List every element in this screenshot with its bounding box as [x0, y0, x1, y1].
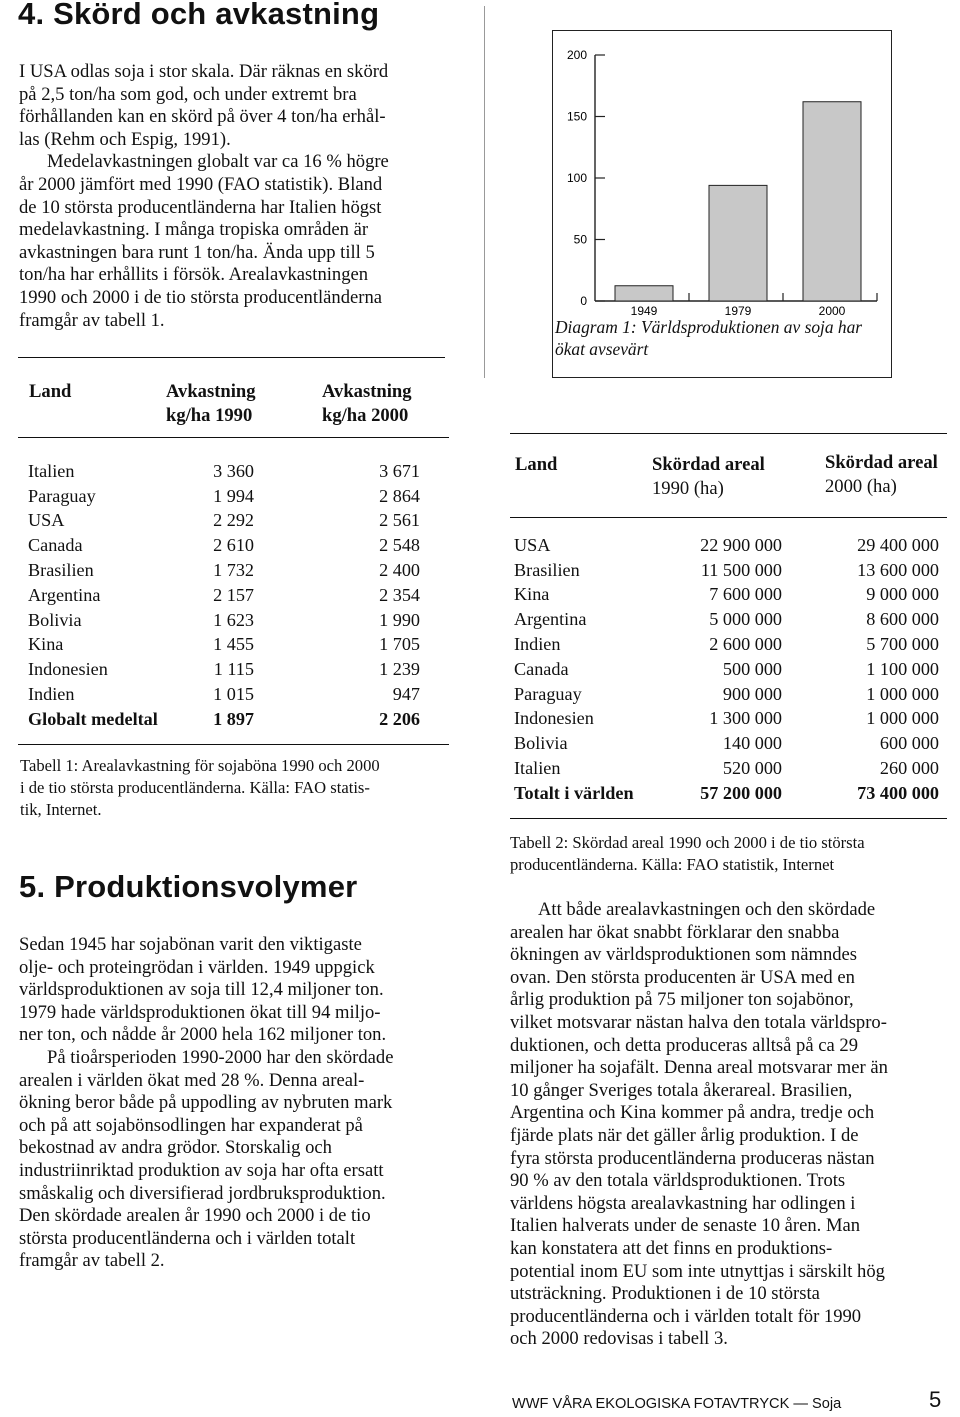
country-cell: Paraguay [514, 683, 582, 704]
text-line: 10 gånger Sveriges totala åkerareal. Brasilien, [510, 1079, 853, 1101]
country-cell: Kina [28, 634, 64, 655]
value-cell: 1 623 [213, 609, 254, 630]
text-line: På tioårsperioden 1990-2000 har den skördade [47, 1046, 394, 1068]
value-cell: 73 400 000 [857, 782, 939, 803]
value-cell: 57 200 000 [700, 782, 782, 803]
value-cell: 1 115 [213, 659, 254, 680]
table1 [28, 459, 420, 732]
country-cell: Indien [514, 634, 561, 655]
value-cell: 1 000 000 [866, 683, 939, 704]
text-line: avkastningen bara runt 1 ton/ha. Ända upp till 5 [19, 241, 375, 263]
table2-row [514, 756, 939, 781]
value-cell: 2 548 [379, 535, 420, 556]
chart-box [552, 30, 892, 378]
value-cell: 29 400 000 [857, 534, 939, 555]
value-cell: 22 900 000 [700, 534, 782, 555]
table2-header-1990: Skördad areal 1990 (ha) [652, 454, 765, 499]
text-line: duktionen, och detta produceras alltså på ca 29 [510, 1034, 858, 1056]
text-line: framgår av tabell 1. [19, 309, 165, 331]
text-line: de 10 största producentländerna har Italien högst [19, 196, 382, 218]
table2 [514, 533, 939, 806]
text-line: kan konstatera att det finns en produktions- [510, 1237, 833, 1259]
text-line: ökning beror både på uppodling av nybruten mark [19, 1092, 393, 1114]
separator-line [18, 357, 445, 358]
text-line: fyra största producentländerna produceras nästan [510, 1147, 875, 1169]
text-line: olje- och proteingrödan i världen. 1949 uppgick [19, 956, 375, 978]
country-cell: Indonesien [28, 659, 108, 680]
y-tick-label: 50 [573, 232, 587, 247]
text-line: potential inom EU som inte utnyttjas i särskilt hög [510, 1260, 885, 1282]
value-cell: 600 000 [879, 733, 939, 754]
x-tick-label: 1949 [630, 304, 658, 318]
value-cell: 3 360 [213, 460, 254, 481]
y-tick-label: 200 [566, 48, 587, 62]
table2-row [514, 707, 939, 732]
text-line: ton/ha har erhållits i försök. Arealavkastningen [19, 264, 369, 286]
value-cell: 9 000 000 [866, 584, 939, 605]
table2-row [514, 682, 939, 707]
country-cell: Totalt i världen [514, 782, 634, 803]
footer-text: WWF VÅRA EKOLOGISKA FOTAVTRYCK — Soja [512, 1396, 842, 1412]
table1-row [28, 682, 420, 707]
country-cell: Bolivia [514, 733, 568, 754]
table2-total-row [514, 781, 939, 806]
table1-row [28, 657, 420, 682]
section-5-text [19, 934, 469, 1273]
value-cell: 2 157 [213, 584, 254, 605]
text-line: världens högsta arealavkastning har odlingen i [510, 1192, 856, 1214]
value-cell: 5 700 000 [866, 634, 939, 655]
country-cell: Italien [514, 758, 561, 779]
value-cell: 500 000 [722, 658, 782, 679]
value-cell: 900 000 [722, 683, 782, 704]
text-line: 90 % av den totala världsproduktionen. Trots [510, 1170, 846, 1192]
text-line: fjärde plats när det gäller årlig produktion. I de [510, 1124, 859, 1146]
value-cell: 2 864 [379, 485, 420, 506]
value-cell: 140 000 [722, 733, 782, 754]
table1-caption: Tabell 1: Arealavkastning för sojaböna 1990 och 2000 i de tio största producentländerna. Källa: FAO statis- tik, Internet. [20, 756, 380, 819]
text-line: producentländerna och i världen totalt för 1990 [510, 1305, 862, 1327]
text-line: framgår av tabell 2. [19, 1250, 165, 1272]
section-5-heading: 5. Produktionsvolymer [19, 869, 358, 904]
y-tick-label: 0 [580, 294, 587, 308]
table2-header-2000: Skördad areal 2000 (ha) [825, 452, 938, 497]
value-cell: 1 015 [213, 684, 254, 705]
value-cell: 2 600 000 [709, 634, 782, 655]
table1-header-1990: Avkastning kg/ha 1990 [166, 381, 256, 426]
text-line: år 2000 jämfört med 1990 (FAO statistik). Bland [19, 173, 383, 195]
value-cell: 11 500 000 [700, 559, 782, 580]
table1-total-row [28, 707, 420, 732]
table2-row [514, 731, 939, 756]
text-line: ner ton, och nådde år 2000 hela 162 miljoner ton. [19, 1024, 387, 1046]
text-line: 1990 och 2000 i de tio största producentländerna [19, 286, 383, 308]
value-cell: 1 990 [379, 609, 420, 630]
value-cell: 260 000 [879, 758, 939, 779]
text-line: småskalig och diversifierad jordbruksproduktion. [19, 1182, 386, 1204]
x-tick-label: 2000 [818, 304, 846, 318]
text-line: arealen har ökat snabbt förklarar den snabba [510, 921, 840, 943]
country-cell: Kina [514, 584, 550, 605]
value-cell: 1 239 [379, 659, 420, 680]
bar-1949 [615, 286, 673, 301]
table1-row [28, 509, 420, 534]
value-cell: 1 994 [213, 485, 254, 506]
value-cell: 8 600 000 [866, 609, 939, 630]
value-cell: 1 455 [213, 634, 254, 655]
y-tick-label: 100 [566, 171, 587, 185]
value-cell: 1 300 000 [709, 708, 782, 729]
text-line: världsproduktionen av soja till 12,4 miljoner ton. [19, 979, 384, 1001]
country-cell: Canada [28, 535, 83, 556]
country-cell: Brasilien [28, 560, 94, 581]
value-cell: 2 561 [379, 510, 420, 531]
country-cell: USA [28, 510, 65, 531]
country-cell: USA [514, 534, 551, 555]
text-line: på 2,5 ton/ha som god, och under extremt bra [19, 83, 357, 105]
table1-row [28, 459, 420, 484]
section-4-heading: 4. Skörd och avkastning [18, 0, 380, 31]
value-cell: 1 732 [213, 560, 254, 581]
value-cell: 1 000 000 [866, 708, 939, 729]
separator-line [18, 744, 449, 745]
value-cell: 520 000 [722, 758, 782, 779]
bar-1979 [709, 185, 767, 301]
text-line: 1979 hade världsproduktionen ökat till 94 miljo- [19, 1001, 381, 1023]
text-line: Argentina och Kina kommer på andra, tredje och [510, 1102, 875, 1124]
table2-row [514, 558, 939, 583]
page-number: 5 [929, 1387, 942, 1412]
table1-row [28, 484, 420, 509]
column-divider [484, 6, 485, 378]
table1-row [28, 533, 420, 558]
table1-row [28, 633, 420, 658]
value-cell: 1 897 [213, 708, 254, 729]
separator-line [510, 818, 947, 819]
country-cell: Argentina [514, 609, 587, 630]
value-cell: 1 705 [379, 634, 420, 655]
text-line: ovan. Den största producenten är USA med en [510, 966, 855, 988]
text-line: I USA odlas soja i stor skala. Där räknas en skörd [19, 61, 389, 82]
country-cell: Brasilien [514, 559, 580, 580]
text-line: Sedan 1945 har sojabönan varit den viktigaste [19, 934, 362, 955]
text-line: bekostnad av andra grödor. Storskalig och [19, 1137, 332, 1159]
chart-caption: Diagram 1: Världsproduktionen av soja har ökat avsevärt [555, 317, 863, 359]
table2-header-land: Land [515, 454, 558, 475]
value-cell: 13 600 000 [857, 559, 939, 580]
text-line: och på att sojabönsodlingen har expanderat på [19, 1114, 363, 1136]
country-cell: Canada [514, 658, 569, 679]
text-line: miljoner ha sojafält. Denna areal motsvarar mer än [510, 1057, 888, 1079]
table1-row [28, 608, 420, 633]
value-cell: 7 600 000 [709, 584, 782, 605]
text-line: industriinriktad produktion av soja har ofta ersatt [19, 1159, 384, 1181]
value-cell: 2 354 [379, 584, 420, 605]
value-cell: 5 000 000 [709, 609, 782, 630]
table1-row [28, 558, 420, 583]
country-cell: Argentina [28, 584, 101, 605]
table2-row [514, 657, 939, 682]
table1-header-land: Land [29, 381, 72, 402]
value-cell: 947 [392, 684, 420, 705]
separator-line [18, 437, 449, 438]
text-line: årlig produktion på 75 miljoner ton sojabönor, [510, 989, 854, 1011]
text-line: största producentländerna och i världen totalt [19, 1227, 356, 1249]
table2-caption: Tabell 2: Skördad areal 1990 och 2000 i de tio största producentländerna. Källa: FAO statistik, Internet [510, 833, 865, 874]
value-cell: 2 206 [379, 708, 420, 729]
value-cell: 3 671 [379, 460, 420, 481]
separator-line [510, 517, 947, 518]
text-line: arealen i världen ökat med 28 %. Denna areal- [19, 1069, 365, 1091]
table2-row [514, 533, 939, 558]
table2-row [514, 607, 939, 632]
table2-row [514, 632, 939, 657]
text-line: Att både arealavkastningen och den skördade [538, 899, 876, 920]
table2-row [514, 583, 939, 608]
country-cell: Paraguay [28, 485, 96, 506]
text-line: Medelavkastningen globalt var ca 16 % högre [47, 151, 389, 173]
value-cell: 2 292 [213, 510, 254, 531]
text-line: utsträckning. Produktionen i de 10 största [510, 1283, 820, 1305]
y-tick-label: 150 [566, 109, 587, 124]
text-line: ökningen av världsproduktionen som nämndes [510, 944, 858, 966]
right-column-text [510, 899, 955, 1351]
text-line: Den skördade arealen år 1990 och 2000 i de tio [19, 1205, 371, 1227]
text-line: vilket motsvarar nästan halva den totala världspro- [510, 1011, 887, 1033]
country-cell: Indien [28, 684, 75, 705]
section-4-text [19, 61, 489, 332]
country-cell: Indonesien [514, 708, 594, 729]
text-line: och 2000 redovisas i tabell 3. [510, 1328, 728, 1350]
text-line: Italien halverats under de senaste 10 åren. Man [510, 1215, 861, 1237]
text-line: las (Rehm och Espig, 1991). [19, 128, 231, 150]
value-cell: 1 100 000 [866, 658, 939, 679]
country-cell: Globalt medeltal [28, 708, 158, 729]
value-cell: 2 610 [213, 535, 254, 556]
table1-row [28, 583, 420, 608]
country-cell: Bolivia [28, 609, 82, 630]
country-cell: Italien [28, 460, 75, 481]
text-line: medelavkastning. I många tropiska områden är [19, 219, 369, 241]
separator-line [510, 433, 947, 434]
value-cell: 2 400 [379, 560, 420, 581]
x-tick-label: 1979 [724, 304, 752, 318]
bar-2000 [803, 102, 861, 301]
table1-header-2000: Avkastning kg/ha 2000 [322, 381, 412, 426]
text-line: förhållanden kan en skörd på över 4 ton/ha erhål- [19, 106, 386, 128]
